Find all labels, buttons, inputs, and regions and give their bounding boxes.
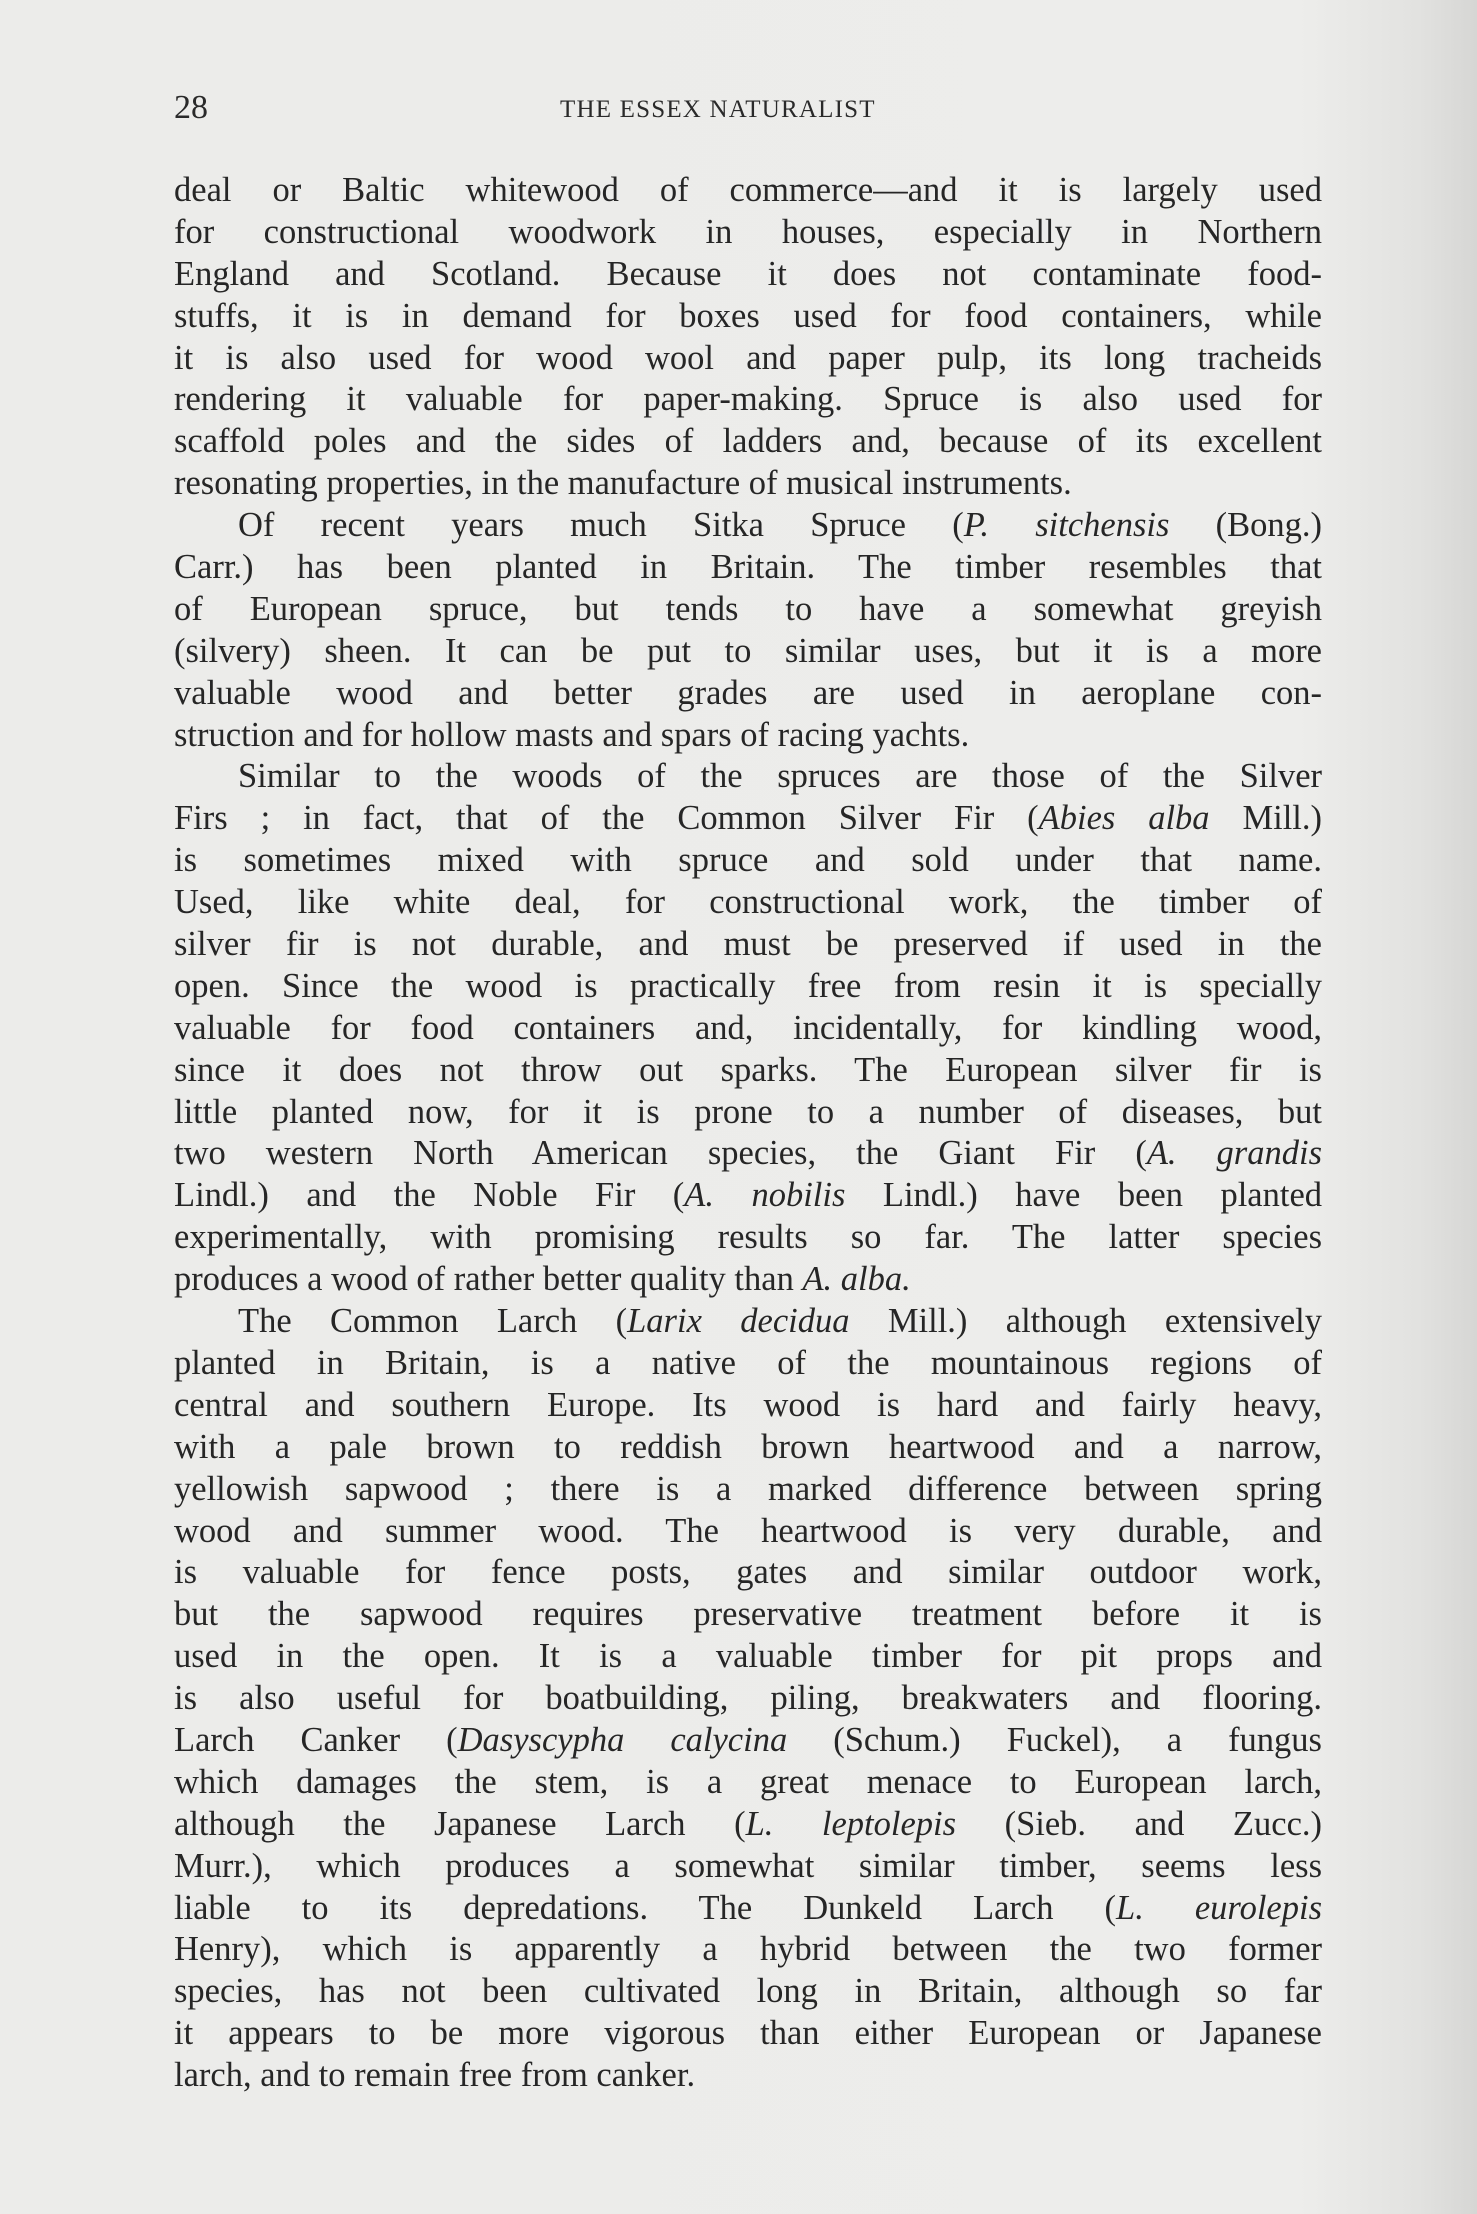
text-line <box>174 1469 1322 1511</box>
text-line <box>174 840 1322 882</box>
text-segment: Mill.) although extensively <box>849 1302 1323 1341</box>
body-text <box>174 170 1322 2097</box>
text-segment: of European spruce, but tends to have a somewhat greyish <box>174 589 1322 628</box>
text-line <box>174 170 1322 212</box>
text-segment: valuable wood and better grades are used in aeroplane con- <box>174 673 1322 712</box>
text-line <box>174 1888 1322 1930</box>
text-line <box>174 1846 1322 1888</box>
text-line <box>174 1804 1322 1846</box>
italic-text: A. grandis <box>1146 1134 1322 1173</box>
italic-text: Dasyscypha calycina <box>457 1720 788 1759</box>
text-segment: Similar to the woods of the spruces are those of the Silver <box>238 757 1322 796</box>
text-segment: used in the open. It is a valuable timber for pit props and <box>174 1637 1322 1676</box>
text-segment: The Common Larch ( <box>238 1302 628 1341</box>
text-line <box>174 1594 1322 1636</box>
text-segment: Murr.), which produces a somewhat similar timber, seems less <box>174 1846 1322 1885</box>
text-line <box>174 798 1322 840</box>
text-line <box>174 254 1322 296</box>
text-segment: Lindl.) have been planted <box>845 1176 1323 1215</box>
text-line <box>174 1092 1322 1134</box>
text-line <box>174 1971 1322 2013</box>
italic-text: L. leptolepis <box>745 1804 957 1843</box>
text-segment: struction and for hollow masts and spars of racing yachts. <box>174 715 970 754</box>
text-segment: it appears to be more vigorous than either European or Japanese <box>174 2014 1322 2053</box>
text-line <box>174 589 1322 631</box>
text-segment: silver fir is not durable, and must be preserved if used in the <box>174 925 1322 964</box>
text-line <box>174 1678 1322 1720</box>
text-line <box>174 715 1322 757</box>
text-segment: (Schum.) Fuckel), a fungus <box>787 1720 1322 1759</box>
text-line <box>174 1762 1322 1804</box>
text-segment: which damages the stem, is a great menace to European larch, <box>174 1762 1322 1801</box>
text-line <box>174 882 1322 924</box>
text-segment: scaffold poles and the sides of ladders and, because of its excellent <box>174 422 1322 461</box>
text-segment: Mill.) <box>1209 799 1322 838</box>
text-line <box>174 1636 1322 1678</box>
text-segment: since it does not throw out sparks. The European silver fir is <box>174 1050 1322 1089</box>
text-line <box>174 1929 1322 1971</box>
text-segment: species, has not been cultivated long in Britain, although so far <box>174 1972 1322 2011</box>
text-segment: little planted now, for it is prone to a number of diseases, but <box>174 1092 1322 1131</box>
text-line <box>174 379 1322 421</box>
text-line <box>174 966 1322 1008</box>
text-segment: Firs ; in fact, that of the Common Silver Fir ( <box>174 799 1039 838</box>
text-segment: (silvery) sheen. It can be put to similar uses, but it is a more <box>174 631 1322 670</box>
text-segment: rendering it valuable for paper-making. Spruce is also used for <box>174 380 1322 419</box>
text-line <box>174 1385 1322 1427</box>
running-title: THE ESSEX NATURALIST <box>560 96 876 123</box>
text-segment: Lindl.) and the Noble Fir ( <box>174 1176 685 1215</box>
text-segment: Henry), which is apparently a hybrid between the two former <box>174 1930 1322 1969</box>
text-line <box>174 924 1322 966</box>
text-line <box>174 1427 1322 1469</box>
text-line <box>174 2055 1322 2097</box>
text-segment: central and southern Europe. Its wood is hard and fairly heavy, <box>174 1385 1322 1424</box>
italic-text: A. alba. <box>802 1260 911 1299</box>
text-segment: (Sieb. and Zucc.) <box>956 1804 1322 1843</box>
text-line <box>174 463 1322 505</box>
text-line <box>174 1133 1322 1175</box>
text-line <box>174 631 1322 673</box>
text-segment: resonating properties, in the manufacture of musical instruments. <box>174 464 1072 503</box>
text-segment: is valuable for fence posts, gates and similar outdoor work, <box>174 1553 1322 1592</box>
text-line <box>174 338 1322 380</box>
text-segment: deal or Baltic whitewood of commerce—and it is largely used <box>174 171 1322 209</box>
text-segment: experimentally, with promising results so far. The latter species <box>174 1218 1322 1257</box>
italic-text: Abies alba <box>1038 799 1210 838</box>
text-segment: Larch Canker ( <box>174 1720 458 1759</box>
italic-text: L. eurolepis <box>1116 1888 1322 1927</box>
text-line <box>174 1175 1322 1217</box>
text-segment: but the sapwood requires preservative treatment before it is <box>174 1595 1322 1634</box>
text-segment: Of recent years much Sitka Spruce ( <box>238 506 964 545</box>
text-segment: with a pale brown to reddish brown heartwood and a narrow, <box>174 1427 1322 1466</box>
text-segment: produces a wood of rather better quality than <box>174 1260 803 1299</box>
text-segment: it is also used for wood wool and paper pulp, its long tracheids <box>174 338 1322 377</box>
text-segment: open. Since the wood is practically free from resin it is specially <box>174 966 1322 1005</box>
italic-text: A. nobilis <box>684 1176 846 1215</box>
text-line <box>174 421 1322 463</box>
text-line <box>174 1217 1322 1259</box>
text-segment: is also useful for boatbuilding, piling, breakwaters and flooring. <box>174 1679 1322 1718</box>
text-line <box>174 1008 1322 1050</box>
text-line <box>174 1552 1322 1594</box>
text-line <box>174 547 1322 589</box>
text-segment: (Bong.) <box>1169 506 1322 545</box>
text-line <box>174 1511 1322 1553</box>
text-segment: although the Japanese Larch ( <box>174 1804 746 1843</box>
text-line <box>174 212 1322 254</box>
text-line <box>174 505 1322 547</box>
text-segment: Used, like white deal, for constructional work, the timber of <box>174 883 1322 922</box>
text-segment: England and Scotland. Because it does not contaminate food- <box>174 254 1322 293</box>
text-segment: planted in Britain, is a native of the mountainous regions of <box>174 1343 1322 1382</box>
page-number: 28 <box>174 89 208 126</box>
page-header <box>174 88 1322 128</box>
text-line <box>174 673 1322 715</box>
text-line <box>174 2013 1322 2055</box>
text-line <box>174 1050 1322 1092</box>
text-line <box>174 1720 1322 1762</box>
text-segment: stuffs, it is in demand for boxes used for food containers, while <box>174 296 1322 335</box>
italic-text: P. sitchensis <box>963 506 1170 545</box>
text-line <box>174 1301 1322 1343</box>
text-segment: yellowish sapwood ; there is a marked difference between spring <box>174 1469 1322 1508</box>
text-segment: wood and summer wood. The heartwood is very durable, and <box>174 1511 1322 1550</box>
text-segment: valuable for food containers and, incidentally, for kindling wood, <box>174 1008 1322 1047</box>
text-segment: is sometimes mixed with spruce and sold under that name. <box>174 841 1322 880</box>
italic-text: Larix decidua <box>627 1302 850 1341</box>
text-line <box>174 296 1322 338</box>
text-segment: larch, and to remain free from canker. <box>174 2056 696 2095</box>
text-segment: for constructional woodwork in houses, especially in Northern <box>174 212 1322 251</box>
text-line <box>174 756 1322 798</box>
text-segment: Carr.) has been planted in Britain. The timber resembles that <box>174 548 1322 587</box>
text-line <box>174 1259 1322 1301</box>
text-line <box>174 1343 1322 1385</box>
text-segment: liable to its depredations. The Dunkeld Larch ( <box>174 1888 1117 1927</box>
text-segment: two western North American species, the Giant Fir ( <box>174 1134 1147 1173</box>
